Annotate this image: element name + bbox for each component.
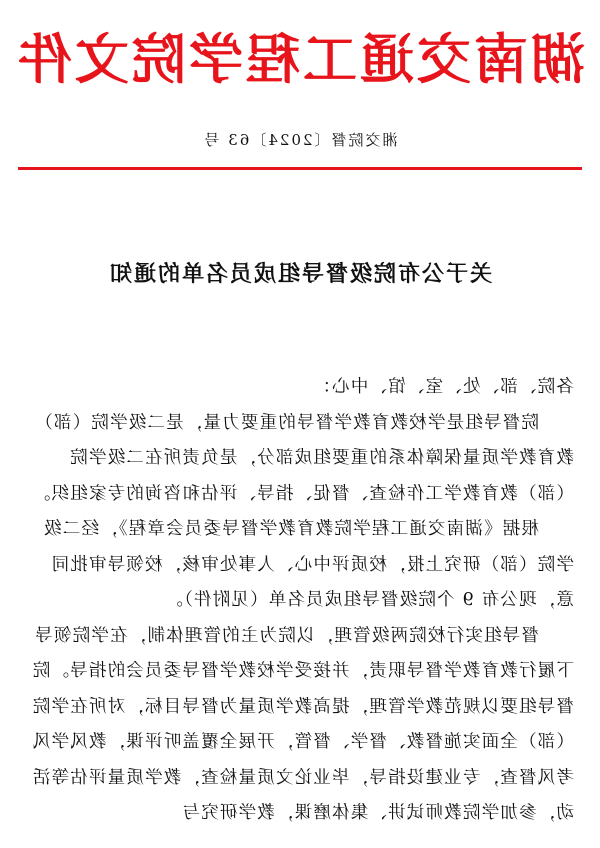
- document-header: 湖南交通工程学院文件: [15, 27, 585, 91]
- body-paragraph: 院督导组是学校教育教学督导的重要力量，是二级学院（部）教育教学质量保障体系的重要组成部分，是负责所在二级学院（部）教育教学工作检查、督促、指导、评估和咨询的专家组织。: [31, 412, 574, 504]
- body-paragraph: 督导组实行校院两级管理，以院为主的管理体制，在学院领导下履行教育教学督导职责，并接受学校教学督导委员会的指导。院督导组要以规范教学管理，提高教学质量为督导目标，对所在学院（部）全面实施督教、督学、督管，开展全覆盖听评课，教风学风考风督查，专业建设指导，毕业论文质量检查，教学质量评估等活动，参加学院教师试讲、集体磨课，教学研究与: [31, 625, 574, 823]
- document-title: 关于公布院级督导组成员名单的通知: [108, 261, 493, 287]
- document-number: 湘交院督〔2024〕63 号: [202, 131, 398, 149]
- body-paragraph: 根据《湖南交通工程学院教育教学督导委员会章程》，经二级学院（部）研究上报，校质评中心、人事处审核，校领导审批同意，现公布 9 个院级督导组成员名单（见附件）。: [42, 519, 574, 610]
- document-body: [26, 370, 574, 832]
- header-divider: [18, 167, 582, 170]
- salutation: 各院、部、处、室、馆、中心：: [312, 377, 574, 397]
